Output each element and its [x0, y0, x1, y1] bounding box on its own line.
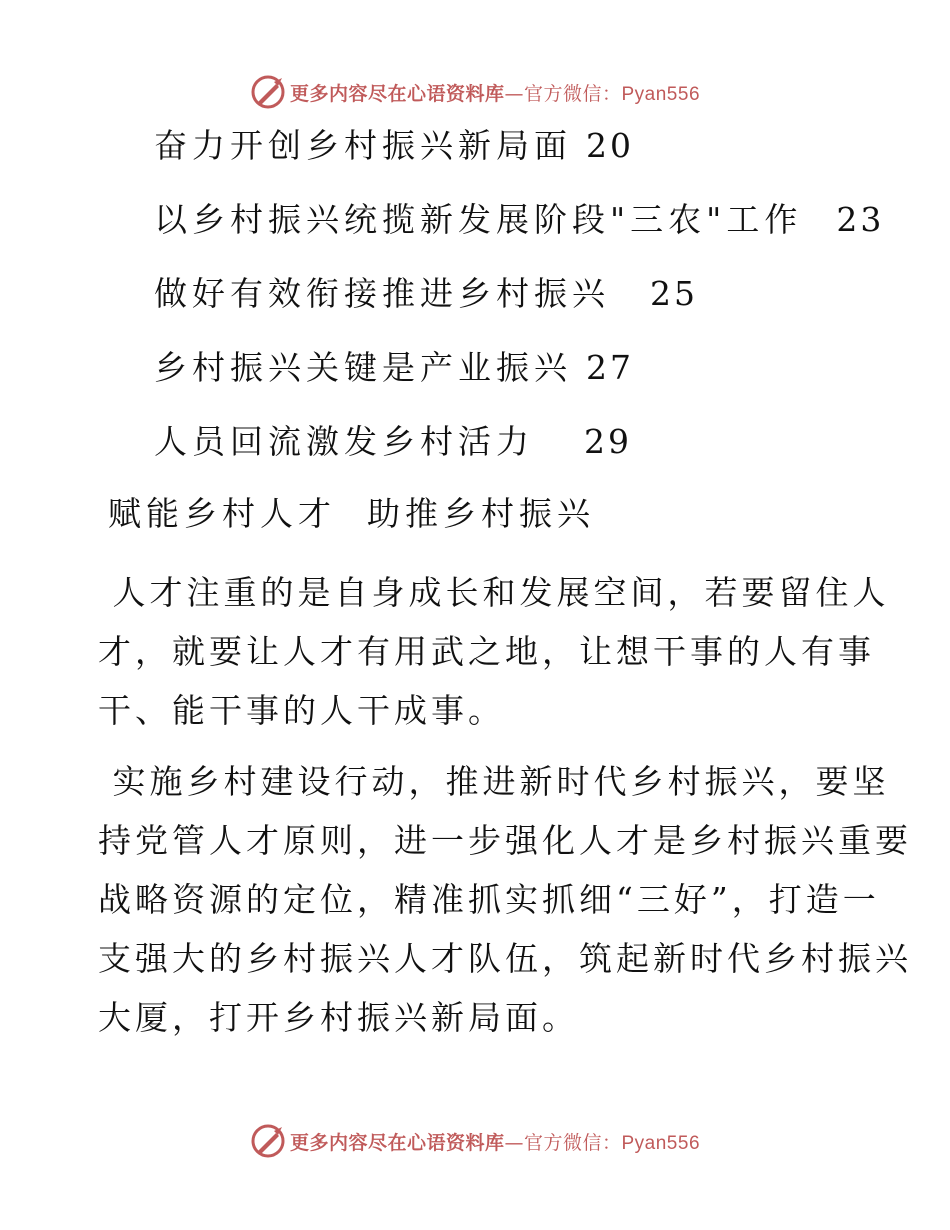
- watermark-brand: 更多内容尽在心语资料库: [289, 1131, 505, 1154]
- toc-list: [154, 120, 914, 490]
- quill-logo-icon: [250, 74, 286, 110]
- toc-item: [154, 268, 914, 342]
- watermark-wechat-label: 官方微信：: [523, 1131, 622, 1154]
- paragraph-line: 持党管人才原则，进一步强化人才是乡村振兴重要: [98, 821, 912, 860]
- paragraph-line: 大厦，打开乡村振兴新局面。: [98, 998, 579, 1037]
- watermark-text: [290, 79, 700, 106]
- toc-item-page: 27: [586, 348, 634, 387]
- paragraph-line: 支强大的乡村振兴人才队伍，筑起新时代乡村振兴: [98, 939, 912, 978]
- watermark-text: [290, 1128, 700, 1155]
- toc-item: [154, 194, 914, 268]
- paragraph-line: 实施乡村建设行动，推进新时代乡村振兴，要坚: [98, 762, 890, 801]
- watermark-wechat-id: Pyan556: [621, 1132, 701, 1154]
- toc-item-title: 奋力开创乡村振兴新局面: [154, 126, 572, 165]
- watermark-dash: —: [504, 1131, 524, 1154]
- toc-item-page: 20: [586, 126, 634, 165]
- toc-item-page: 25: [650, 274, 698, 313]
- toc-item: [154, 416, 914, 490]
- header-watermark: [0, 72, 950, 112]
- watermark-brand: 更多内容尽在心语资料库: [289, 82, 505, 105]
- watermark-wechat-label: 官方微信：: [523, 82, 622, 105]
- article-heading: 赋能乡村人才 助推乡村振兴: [108, 494, 595, 533]
- paragraph-line: 人才注重的是自身成长和发展空间，若要留住人: [98, 573, 890, 612]
- quill-logo-icon: [250, 1123, 286, 1159]
- toc-item-title: 做好有效衔接推进乡村振兴: [154, 274, 610, 313]
- toc-item: [154, 342, 914, 416]
- watermark-dash: —: [504, 82, 524, 105]
- toc-item-page: 29: [584, 422, 632, 461]
- watermark-wechat-id: Pyan556: [621, 83, 701, 105]
- paragraph-line: 干、能干事的人干成事。: [98, 691, 505, 730]
- toc-item-page: 23: [836, 200, 885, 239]
- toc-item-title: 人员回流激发乡村活力: [154, 422, 534, 461]
- paragraph-line: 才，就要让人才有用武之地，让想干事的人有事: [98, 632, 875, 671]
- article-paragraph-2: [98, 752, 912, 1047]
- toc-item-title: 以乡村振兴统揽新发展阶段"三农"工作: [154, 200, 803, 239]
- toc-item-title: 乡村振兴关键是产业振兴: [154, 348, 572, 387]
- toc-item: [154, 120, 914, 194]
- footer-watermark: [0, 1121, 950, 1161]
- article-paragraph-1: [98, 563, 890, 740]
- paragraph-line: 战略资源的定位，精准抓实抓细“三好”，打造一: [98, 880, 880, 919]
